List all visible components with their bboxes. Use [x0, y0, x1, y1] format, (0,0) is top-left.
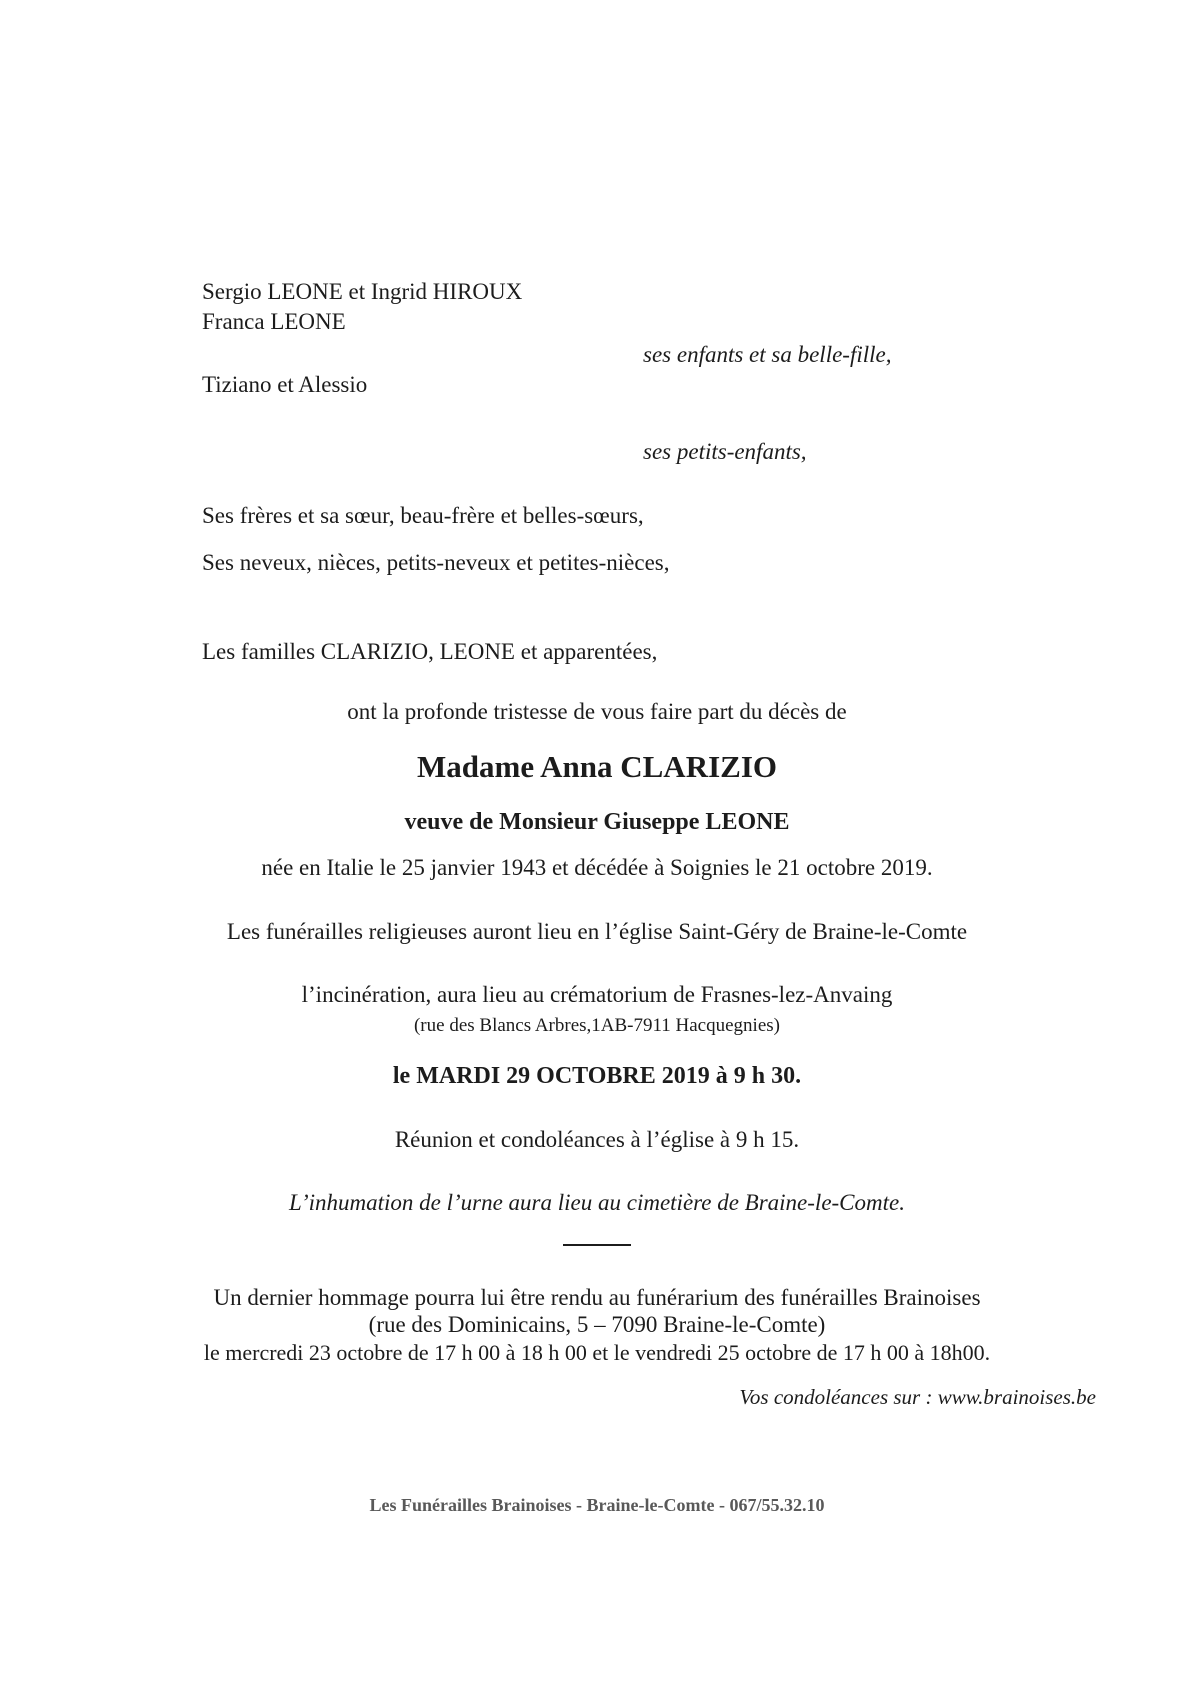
funeral-home-footer: Les Funérailles Brainoises - Braine-le-Comte - 067/55.32.10: [369, 1495, 825, 1515]
tribute-times-line: le mercredi 23 octobre de 17 h 00 à 18 h 00 et le vendredi 25 octobre de 17 h 00 à 18h00.: [203, 1340, 991, 1365]
nephews-line: Ses neveux, nièces, petits-neveux et petites-nièces,: [202, 550, 670, 575]
siblings-line: Ses frères et sa sœur, beau-frère et belles-sœurs,: [202, 503, 644, 528]
families-line: Les familles CLARIZIO, LEONE et apparentées,: [202, 639, 658, 664]
funeral-location-line: Les funérailles religieuses auront lieu en l’église Saint-Géry de Braine-le-Comte: [226, 919, 968, 944]
deceased-name: Madame Anna CLARIZIO: [417, 749, 777, 784]
ceremony-date-line: le MARDI 29 OCTOBRE 2019 à 9 h 30.: [392, 1063, 802, 1089]
condolences-website-line: Vos condoléances sur : www.brainoises.be: [739, 1385, 1096, 1409]
children-name-line-1: Sergio LEONE et Ingrid HIROUX: [202, 279, 523, 304]
gathering-line: Réunion et condoléances à l’église à 9 h 15.: [394, 1127, 800, 1152]
announcement-intro-line: ont la profonde tristesse de vous faire part du décès de: [347, 699, 847, 724]
deceased-widow-of: veuve de Monsieur Giuseppe LEONE: [404, 809, 790, 835]
grandchildren-names: Tiziano et Alessio: [202, 372, 368, 397]
burial-line: L’inhumation de l’urne aura lieu au cimetière de Braine-le-Comte.: [289, 1190, 905, 1215]
cremation-line: l’incinération, aura lieu au crématorium de Frasnes-lez-Anvaing: [301, 982, 893, 1007]
deceased-life-dates: née en Italie le 25 janvier 1943 et décédée à Soignies le 21 octobre 2019.: [261, 855, 933, 880]
grandchildren-attribution: ses petits-enfants,: [643, 439, 807, 464]
tribute-intro-line: Un dernier hommage pourra lui être rendu au funérarium des funérailles Brainoises: [213, 1285, 981, 1310]
children-attribution: ses enfants et sa belle-fille,: [643, 342, 892, 367]
section-divider: [563, 1244, 631, 1246]
cremation-address: (rue des Blancs Arbres,1AB-7911 Hacquegnies): [413, 1015, 780, 1036]
children-name-line-2: Franca LEONE: [202, 309, 346, 334]
tribute-address: (rue des Dominicains, 5 – 7090 Braine-le-Comte): [368, 1312, 826, 1337]
